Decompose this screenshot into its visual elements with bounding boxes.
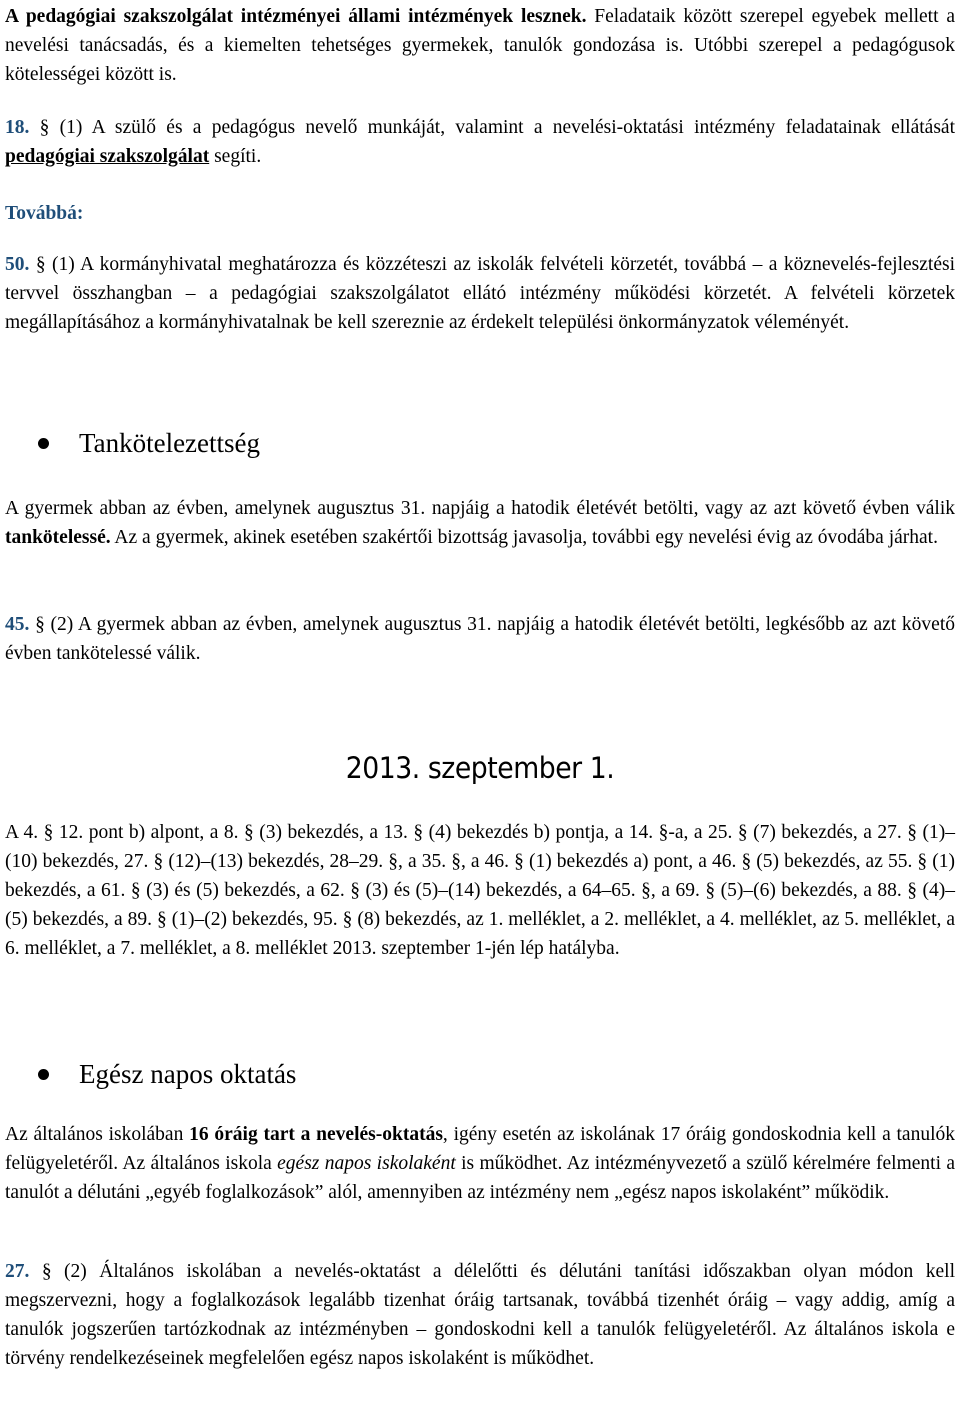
en-text-a: Az általános iskolában xyxy=(5,1124,190,1145)
hatalyba-paragraph: A 4. § 12. pont b) alpont, a 8. § (3) bekezdés, a 13. § (4) bekezdés b) pontja, a 14. §-a, a 25. § (7) bekezdés, a 27. § (1)–(10) bekezdés, 27. § (12)–(13) bekezdés, 28–29. §, a 35. §, a 46. § (1) bekezdés a) pont, a 46. § (5) bekezdés, az 55. § (1) bekezdés, a 61. § (3) és (5) bekezdés, a 62. § (3) és (5)–(14) bekezdés, a 64–65. §, a 69. § (5)–(6) bekezdés, a 88. § (4)–(5) bekezdés, a 89. § (1)–(2) bekezdés, 95. § (8) bekezdés, az 1. melléklet, a 2. melléklet, a 4. melléklet, az 5. melléklet, a 6. melléklet, a 7. melléklet, a 8. melléklet 2013. szeptember 1-jén lép hatályba. xyxy=(5,822,955,959)
heading-tankotelezettseg xyxy=(38,426,260,460)
tanko-bold: tankötelessé. xyxy=(5,527,111,548)
tankotelezettseg-paragraph xyxy=(5,494,955,552)
section-18-paragraph xyxy=(5,113,955,171)
tanko-text-b: Az a gyermek, akinek esetében szakértői bizottság javasolja, további egy nevelési évig az óvodába járhat. xyxy=(110,527,938,548)
heading-egesz-napos-oktatas xyxy=(38,1057,296,1091)
heading-tankotelezettseg-text: Tankötelezettség xyxy=(79,428,261,458)
pedagogiai-szakszolgalat-link[interactable]: pedagógiai szakszolgálat xyxy=(5,146,210,167)
tovabba-label xyxy=(5,199,955,228)
section-50-number: 50. xyxy=(5,254,30,275)
egesz-napos-paragraph xyxy=(5,1120,955,1207)
section-27-number: 27. xyxy=(5,1261,30,1282)
en-text-b: , igény esetén az iskolának 17 óráig gondoskodnia kell a tanulók felügyeletéről. Az általános iskola xyxy=(5,1124,956,1174)
section-45-number: 45. xyxy=(5,614,30,635)
section-18-text-a: § (1) A szülő és a pedagógus nevelő munkáját, valamint a nevelési-oktatási intézmény feladatainak ellátását xyxy=(29,117,955,138)
tanko-text-a: A gyermek abban az évben, amelynek augusztus 31. napjáig a hatodik életévét betölti, vagy az azt követő évben válik xyxy=(5,498,955,519)
section-45-text: § (2) A gyermek abban az évben, amelynek augusztus 31. napjáig a hatodik életévét betölti, legkésőbb az azt követő évben tankötelessé válik. xyxy=(5,614,955,664)
section-45-paragraph xyxy=(5,610,955,668)
section-18-number: 18. xyxy=(5,117,30,138)
section-27-paragraph xyxy=(5,1257,955,1373)
heading-egesz-napos-text: Egész napos oktatás xyxy=(79,1059,297,1089)
handwritten-date: 2013. szeptember 1. xyxy=(345,751,615,785)
section-50-text: § (1) A kormányhivatal meghatározza és közzéteszi az iskolák felvételi körzetét, továbbá – a köznevelés-fejlesztési tervvel összhangban – a pedagógiai szakszolgálatot ellátó intézmény működési körzetét. A felvételi körzetek megállapításához a kormányhivatalnak be kell szereznie az érdekelt települési önkormányzatok véleményét. xyxy=(5,254,955,333)
bullet-icon xyxy=(38,438,49,449)
section-18-text-b: segíti. xyxy=(209,146,262,167)
en-italic: egész napos iskolaként xyxy=(277,1153,456,1174)
en-bold: 16 óráig tart a nevelés-oktatás xyxy=(189,1124,443,1145)
intro-paragraph xyxy=(5,2,955,89)
tovabba-text: Továbbá: xyxy=(5,203,84,224)
section-50-paragraph xyxy=(5,250,955,337)
bullet-icon xyxy=(38,1069,49,1080)
intro-text: Feladataik között szerepel egyebek mellett a nevelési tanácsadás, és a kiemelten tehetséges gyermekek, tanulók gondozása is. Utóbbi szerepel a pedagógusok kötelességei között is. xyxy=(5,6,955,85)
section-27-text: § (2) Általános iskolában a nevelés-oktatást a délelőtti és délutáni tanítási időszakban olyan módon kell megszervezni, hogy a foglalkozások legalább tizenhat óráig tartsanak, továbbá tizenhét óráig – vagy addig, amíg a tanulók jogszerűen tartózkodnak az intézményben – gondoskodni kell a tanulók felügyeletéről. Az általános iskola e törvény rendelkezéseinek megfelelően egész napos iskolaként is működhet. xyxy=(5,1261,955,1369)
intro-bold: A pedagógiai szakszolgálat intézményei állami intézmények lesznek. xyxy=(5,6,587,27)
en-text-c: is működhet. Az intézményvezető a szülő kérelmére felmenti a tanulót a délutáni „egyéb foglalkozások” alól, amennyiben az intézmény nem „egész napos iskolaként” működik. xyxy=(5,1153,955,1203)
